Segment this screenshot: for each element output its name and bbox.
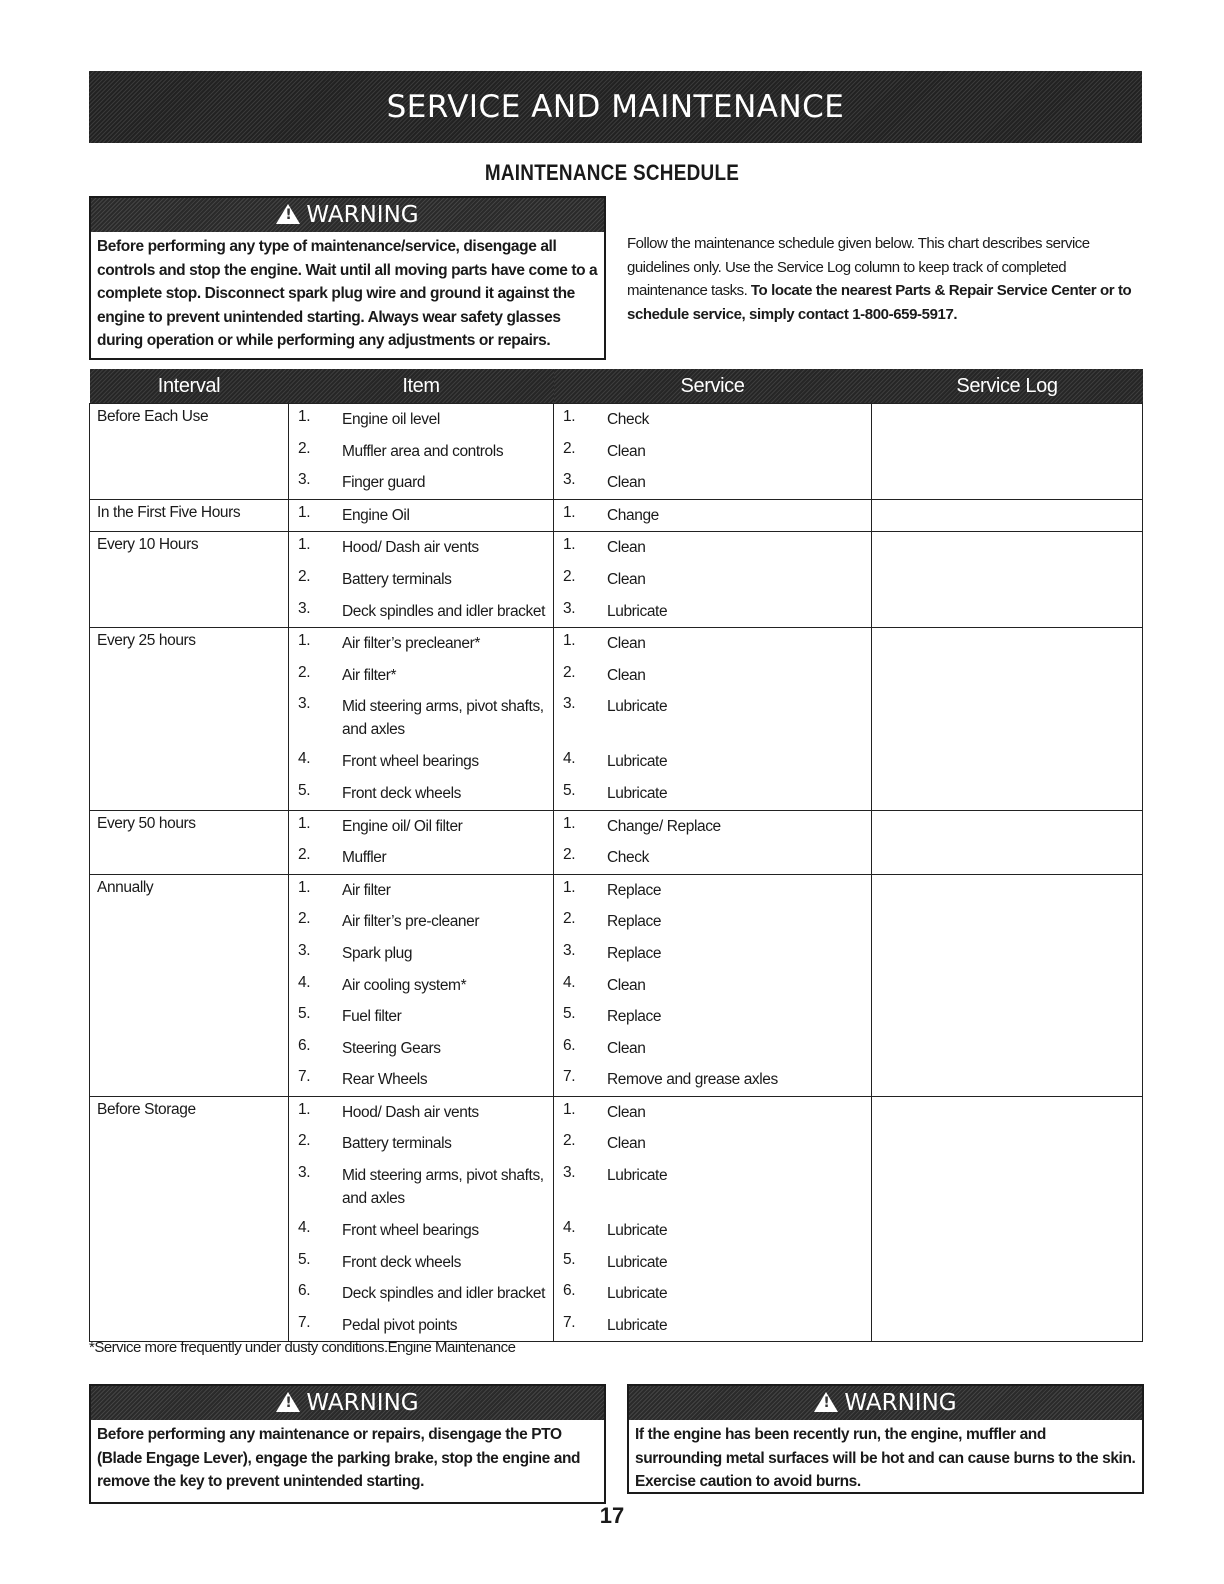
service-number: 4. xyxy=(563,750,576,768)
service-text: Change/ Replace xyxy=(607,817,721,835)
service-number: 1. xyxy=(563,632,576,650)
warning-triangle-icon xyxy=(814,1392,838,1412)
interval-cell: Before Storage xyxy=(90,1096,289,1342)
item-number: 3. xyxy=(298,695,311,713)
item-line xyxy=(289,842,553,874)
item-line xyxy=(289,467,553,499)
item-line xyxy=(289,532,553,564)
item-line xyxy=(289,500,553,532)
service-number: 4. xyxy=(563,1219,576,1237)
service-cell xyxy=(554,532,872,628)
item-text: Engine oil level xyxy=(342,411,440,428)
banner-title: SERVICE AND MAINTENANCE xyxy=(386,89,845,125)
item-cell xyxy=(289,1096,554,1342)
interval-cell: Before Each Use xyxy=(90,404,289,500)
service-line xyxy=(554,1215,871,1247)
service-line xyxy=(554,660,871,692)
service-line xyxy=(554,906,871,938)
item-number: 3. xyxy=(298,941,311,959)
interval-cell: Every 25 hours xyxy=(90,628,289,810)
service-number: 5. xyxy=(563,1250,576,1268)
item-number: 3. xyxy=(298,1164,311,1182)
service-number: 3. xyxy=(563,941,576,959)
item-line xyxy=(289,906,553,938)
service-text: Replace xyxy=(607,944,662,962)
warning-text: If the engine has been recently run, the engine, muffler and surrounding metal surfaces will be hot and can cause burns to the skin. Exercise caution to avoid burns. xyxy=(635,1426,1136,1490)
item-number: 4. xyxy=(298,750,311,768)
item-line xyxy=(289,746,553,778)
service-log-cell[interactable] xyxy=(872,1096,1143,1342)
service-text: Check xyxy=(607,411,649,428)
item-line xyxy=(289,811,553,843)
item-line xyxy=(289,1001,553,1033)
item-text: Spark plug xyxy=(342,944,413,962)
service-cell xyxy=(554,1096,872,1342)
item-text: Deck spindles and idler bracket xyxy=(342,1285,545,1303)
item-number: 1. xyxy=(298,814,311,832)
interval-cell: Every 10 Hours xyxy=(90,532,289,628)
service-log-cell[interactable] xyxy=(872,810,1143,874)
service-number: 1. xyxy=(563,503,576,521)
item-line xyxy=(289,660,553,692)
service-line xyxy=(554,564,871,596)
table-row xyxy=(90,404,1143,500)
service-number: 2. xyxy=(563,1132,576,1150)
service-text: Clean xyxy=(607,1135,646,1153)
item-line xyxy=(289,1128,553,1160)
service-number: 3. xyxy=(563,695,576,713)
service-text: Clean xyxy=(607,442,646,460)
service-cell xyxy=(554,499,872,532)
item-number: 1. xyxy=(298,408,311,425)
service-number: 6. xyxy=(563,1282,576,1300)
item-cell xyxy=(289,628,554,810)
item-number: 4. xyxy=(298,1219,311,1237)
table-row xyxy=(90,499,1143,532)
service-line xyxy=(554,938,871,970)
service-log-cell[interactable] xyxy=(872,874,1143,1096)
service-number: 3. xyxy=(563,599,576,617)
service-text: Lubricate xyxy=(607,1316,668,1334)
interval-cell: Every 50 hours xyxy=(90,810,289,874)
item-text: Battery terminals xyxy=(342,570,452,588)
item-line xyxy=(289,628,553,660)
item-text: Engine oil/ Oil filter xyxy=(342,817,463,835)
item-text: Front wheel bearings xyxy=(342,1222,479,1240)
item-text: Hood/ Dash air vents xyxy=(342,539,479,557)
warning-box-top xyxy=(89,196,606,360)
page-number: 17 xyxy=(599,1503,625,1528)
service-number: 2. xyxy=(563,910,576,928)
service-text: Lubricate xyxy=(607,1222,668,1240)
service-text: Change xyxy=(607,506,659,524)
header-service-log: Service Log xyxy=(872,369,1143,404)
item-number: 5. xyxy=(298,1005,311,1023)
service-text: Lubricate xyxy=(607,1285,668,1303)
service-line xyxy=(554,532,871,564)
item-number: 2. xyxy=(298,567,311,585)
item-line xyxy=(289,1160,553,1215)
item-number: 6. xyxy=(298,1282,311,1300)
service-line xyxy=(554,875,871,907)
interval-cell: In the First Five Hours xyxy=(90,499,289,532)
item-line xyxy=(289,1064,553,1096)
service-line xyxy=(554,1097,871,1129)
service-text: Clean xyxy=(607,635,646,653)
service-cell xyxy=(554,874,872,1096)
service-line xyxy=(554,500,871,532)
service-cell xyxy=(554,404,872,500)
item-line xyxy=(289,875,553,907)
item-line xyxy=(289,1215,553,1247)
item-cell xyxy=(289,810,554,874)
table-row xyxy=(90,810,1143,874)
item-text: Rear Wheels xyxy=(342,1071,428,1089)
warning-text: Before performing any maintenance or repairs, disengage the PTO (Blade Engage Lever), engage the parking brake, stop the engine and remove the key to prevent unintended starting. xyxy=(97,1426,581,1490)
service-number: 2. xyxy=(563,663,576,681)
service-line xyxy=(554,811,871,843)
service-number: 2. xyxy=(563,846,576,864)
table-row xyxy=(90,874,1143,1096)
service-line xyxy=(554,1128,871,1160)
item-line xyxy=(289,1097,553,1129)
service-number: 5. xyxy=(563,781,576,799)
item-text: Deck spindles and idler bracket xyxy=(342,602,545,620)
warning-box-bottom-right xyxy=(627,1384,1144,1494)
service-line xyxy=(554,970,871,1002)
service-text: Clean xyxy=(607,570,646,588)
service-line xyxy=(554,746,871,778)
service-number: 1. xyxy=(563,814,576,832)
service-number: 4. xyxy=(563,973,576,991)
item-text: Air filter xyxy=(342,881,391,899)
item-number: 2. xyxy=(298,846,311,864)
item-line xyxy=(289,778,553,810)
service-text: Clean xyxy=(607,474,646,492)
service-line xyxy=(554,842,871,874)
warning-triangle-icon xyxy=(276,1392,300,1412)
service-number: 6. xyxy=(563,1036,576,1054)
table-header-row xyxy=(90,369,1143,404)
service-number: 1. xyxy=(563,1100,576,1118)
service-number: 2. xyxy=(563,567,576,585)
item-text: Air filter’s pre-cleaner xyxy=(342,913,480,931)
service-line xyxy=(554,691,871,746)
item-number: 1. xyxy=(298,632,311,650)
service-number: 3. xyxy=(563,471,576,489)
item-cell xyxy=(289,499,554,532)
warning-heading: WARNING xyxy=(306,202,419,228)
item-line xyxy=(289,1033,553,1065)
warning-header xyxy=(629,1386,1142,1420)
item-text: Muffler area and controls xyxy=(342,442,504,460)
service-line xyxy=(554,1247,871,1279)
service-line xyxy=(554,1310,871,1342)
item-line xyxy=(289,596,553,628)
item-text: Finger guard xyxy=(342,474,426,492)
item-text: Air cooling system* xyxy=(342,976,467,994)
service-log-cell[interactable] xyxy=(872,404,1143,500)
table-body xyxy=(90,404,1143,1342)
item-line xyxy=(289,404,553,436)
item-text: Battery terminals xyxy=(342,1135,452,1153)
service-text: Clean xyxy=(607,666,646,684)
service-number: 3. xyxy=(563,1164,576,1182)
service-text: Lubricate xyxy=(607,1167,668,1185)
item-number: 3. xyxy=(298,599,311,617)
service-text: Clean xyxy=(607,976,646,994)
item-number: 7. xyxy=(298,1313,311,1331)
service-number: 1. xyxy=(563,878,576,896)
warning-heading: WARNING xyxy=(844,1390,957,1416)
item-number: 5. xyxy=(298,1250,311,1268)
service-text: Replace xyxy=(607,913,662,931)
service-cell xyxy=(554,810,872,874)
service-line xyxy=(554,628,871,660)
service-text: Lubricate xyxy=(607,784,668,802)
item-line xyxy=(289,691,553,746)
item-text: Front deck wheels xyxy=(342,1253,461,1271)
item-number: 2. xyxy=(298,439,311,457)
service-line xyxy=(554,778,871,810)
item-line xyxy=(289,938,553,970)
intro-text: Follow the maintenance schedule given below. This chart describes service guidelines only. Use the Service Log column to keep track of completed maintenance tasks. xyxy=(627,235,1090,299)
item-text: Steering Gears xyxy=(342,1039,441,1057)
service-text: Lubricate xyxy=(607,1253,668,1271)
service-line xyxy=(554,467,871,499)
item-text: Engine Oil xyxy=(342,506,410,524)
item-line xyxy=(289,436,553,468)
item-number: 1. xyxy=(298,503,311,521)
service-number: 7. xyxy=(563,1068,576,1086)
item-text: Muffler xyxy=(342,849,387,867)
service-number: 1. xyxy=(563,536,576,554)
table-row xyxy=(90,1096,1143,1342)
service-line xyxy=(554,596,871,628)
intro-contact: To locate the nearest Parts & Repair Service Center or to schedule service, simply contact 1-800-659-5917. xyxy=(627,282,1132,323)
service-number: 2. xyxy=(563,439,576,457)
service-number: 5. xyxy=(563,1005,576,1023)
maintenance-schedule-table xyxy=(89,369,1143,1342)
service-text: Check xyxy=(607,849,649,867)
item-line xyxy=(289,1310,553,1342)
item-text: Air filter’s precleaner* xyxy=(342,635,480,653)
header-service: Service xyxy=(554,369,872,404)
warning-box-bottom-left xyxy=(89,1384,606,1504)
item-number: 2. xyxy=(298,663,311,681)
item-number: 7. xyxy=(298,1068,311,1086)
service-number: 7. xyxy=(563,1313,576,1331)
header-interval: Interval xyxy=(90,369,289,404)
item-text: Mid steering arms, pivot shafts, and axles xyxy=(342,1167,544,1208)
service-text: Clean xyxy=(607,1103,646,1121)
item-text: Front deck wheels xyxy=(342,784,461,802)
item-line xyxy=(289,564,553,596)
item-number: 4. xyxy=(298,973,311,991)
item-number: 6. xyxy=(298,1036,311,1054)
service-log-cell[interactable] xyxy=(872,532,1143,628)
service-text: Clean xyxy=(607,1039,646,1057)
table-row xyxy=(90,628,1143,810)
service-text: Replace xyxy=(607,881,662,899)
warning-header xyxy=(91,198,604,232)
warning-header xyxy=(91,1386,604,1420)
section-banner xyxy=(89,71,1142,143)
service-text: Lubricate xyxy=(607,698,668,716)
service-line xyxy=(554,1064,871,1096)
item-number: 5. xyxy=(298,781,311,799)
item-text: Mid steering arms, pivot shafts, and axles xyxy=(342,698,544,739)
header-item: Item xyxy=(289,369,554,404)
service-line xyxy=(554,1278,871,1310)
item-number: 1. xyxy=(298,1100,311,1118)
warning-triangle-icon xyxy=(276,204,300,224)
warning-heading: WARNING xyxy=(306,1390,419,1416)
service-text: Replace xyxy=(607,1008,662,1026)
item-line xyxy=(289,1247,553,1279)
item-number: 1. xyxy=(298,536,311,554)
warning-text: Before performing any type of maintenance/service, disengage all controls and stop the engine. Wait until all moving parts have come to a complete stop. Disconnect spark plug wire and ground it against the engine to prevent unintended starting. Always wear safety glasses during operation or while performing any adjustments or repairs. xyxy=(97,238,598,349)
service-text: Lubricate xyxy=(607,602,668,620)
item-number: 3. xyxy=(298,471,311,489)
service-line xyxy=(554,404,871,436)
service-number: 1. xyxy=(563,408,576,425)
page-title: MAINTENANCE SCHEDULE xyxy=(484,160,740,185)
item-cell xyxy=(289,532,554,628)
item-cell xyxy=(289,874,554,1096)
service-text: Clean xyxy=(607,539,646,557)
service-line xyxy=(554,1001,871,1033)
item-number: 2. xyxy=(298,1132,311,1150)
interval-cell: Annually xyxy=(90,874,289,1096)
service-log-cell[interactable] xyxy=(872,499,1143,532)
item-text: Air filter* xyxy=(342,666,397,684)
service-log-cell[interactable] xyxy=(872,628,1143,810)
service-line xyxy=(554,1160,871,1215)
item-number: 1. xyxy=(298,878,311,896)
item-number: 2. xyxy=(298,910,311,928)
item-text: Front wheel bearings xyxy=(342,753,479,771)
footnote: *Service more frequently under dusty conditions.Engine Maintenance xyxy=(89,1339,516,1356)
table-row xyxy=(90,532,1143,628)
service-text: Remove and grease axles xyxy=(607,1071,778,1089)
item-cell xyxy=(289,404,554,500)
item-text: Pedal pivot points xyxy=(342,1316,458,1334)
item-line xyxy=(289,970,553,1002)
service-line xyxy=(554,436,871,468)
service-line xyxy=(554,1033,871,1065)
item-text: Hood/ Dash air vents xyxy=(342,1103,479,1121)
item-text: Fuel filter xyxy=(342,1008,402,1026)
item-line xyxy=(289,1278,553,1310)
service-cell xyxy=(554,628,872,810)
intro-paragraph xyxy=(627,232,1147,326)
service-text: Lubricate xyxy=(607,753,668,771)
